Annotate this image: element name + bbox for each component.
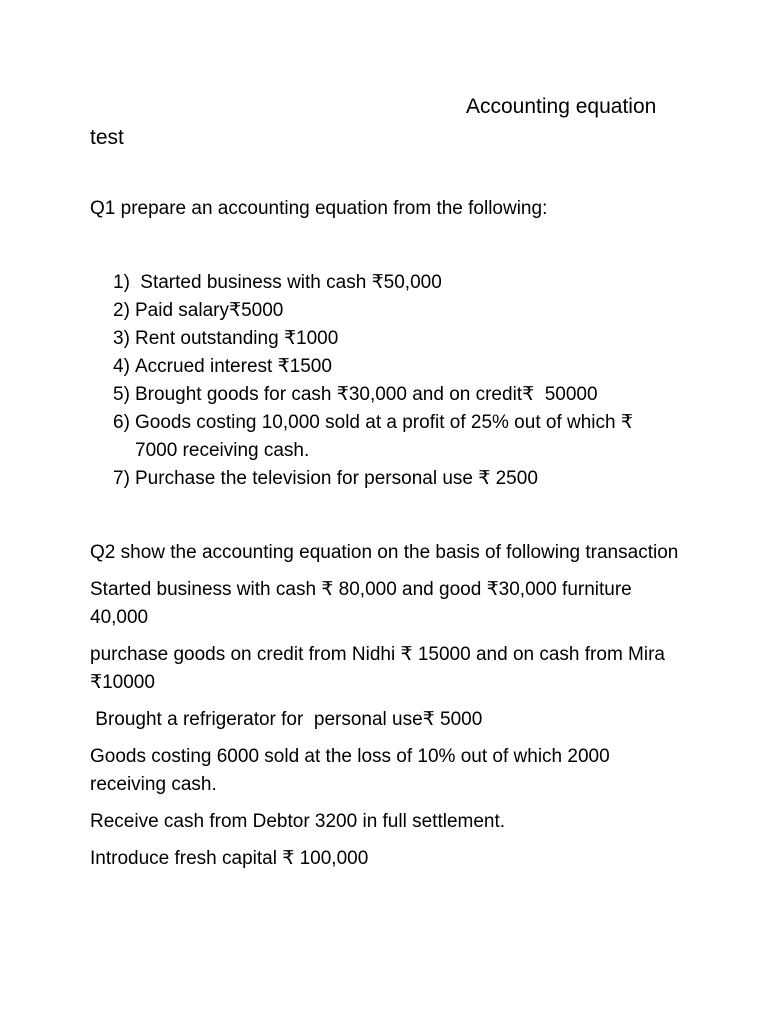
paragraph: purchase goods on credit from Nidhi ₹ 15000 and on cash from Mira ₹10000 <box>90 644 666 693</box>
list-item-number: 6) <box>113 412 130 433</box>
list-item-number: 5) <box>113 384 130 405</box>
list-item-text: Accrued interest ₹1500 <box>135 356 332 377</box>
list-item-number: 2) <box>113 300 130 321</box>
list-item-number: 1) <box>113 272 130 293</box>
list-item <box>113 297 673 325</box>
list-item <box>113 325 673 353</box>
list-item <box>113 381 673 409</box>
list-item <box>113 269 673 297</box>
paragraph: Introduce fresh capital ₹ 100,000 <box>90 848 369 869</box>
list-item <box>113 353 673 381</box>
question-2-block <box>90 539 680 882</box>
list-item-number: 4) <box>113 356 130 377</box>
question-1-list <box>113 269 673 493</box>
document-title-continuation: test <box>90 126 124 149</box>
question-1-heading: Q1 prepare an accounting equation from the following: <box>90 198 548 219</box>
document-title: Accounting equation <box>466 95 657 118</box>
paragraph: Receive cash from Debtor 3200 in full settlement. <box>90 811 506 832</box>
list-item-text: Brought goods for cash ₹30,000 and on credit₹ 50000 <box>135 384 598 405</box>
list-item <box>113 409 673 465</box>
paragraph: Brought a refrigerator for personal use₹ 5000 <box>90 709 483 730</box>
list-item-number: 3) <box>113 328 130 349</box>
list-item-number: 7) <box>113 468 130 489</box>
list-item-text: Goods costing 10,000 sold at a profit of 25% out of which ₹ 7000 receiving cash. <box>135 412 633 461</box>
list-item-text: Started business with cash ₹50,000 <box>135 272 442 293</box>
list-item-text: Paid salary₹5000 <box>135 300 284 321</box>
paragraph: Goods costing 6000 sold at the loss of 10% out of which 2000 receiving cash. <box>90 746 610 795</box>
paragraph: Started business with cash ₹ 80,000 and good ₹30,000 furniture 40,000 <box>90 579 632 628</box>
list-item-text: Purchase the television for personal use ₹ 2500 <box>135 468 538 489</box>
list-item-text: Rent outstanding ₹1000 <box>135 328 339 349</box>
question-2-heading: Q2 show the accounting equation on the basis of following transaction <box>90 542 679 563</box>
list-item <box>113 465 673 493</box>
